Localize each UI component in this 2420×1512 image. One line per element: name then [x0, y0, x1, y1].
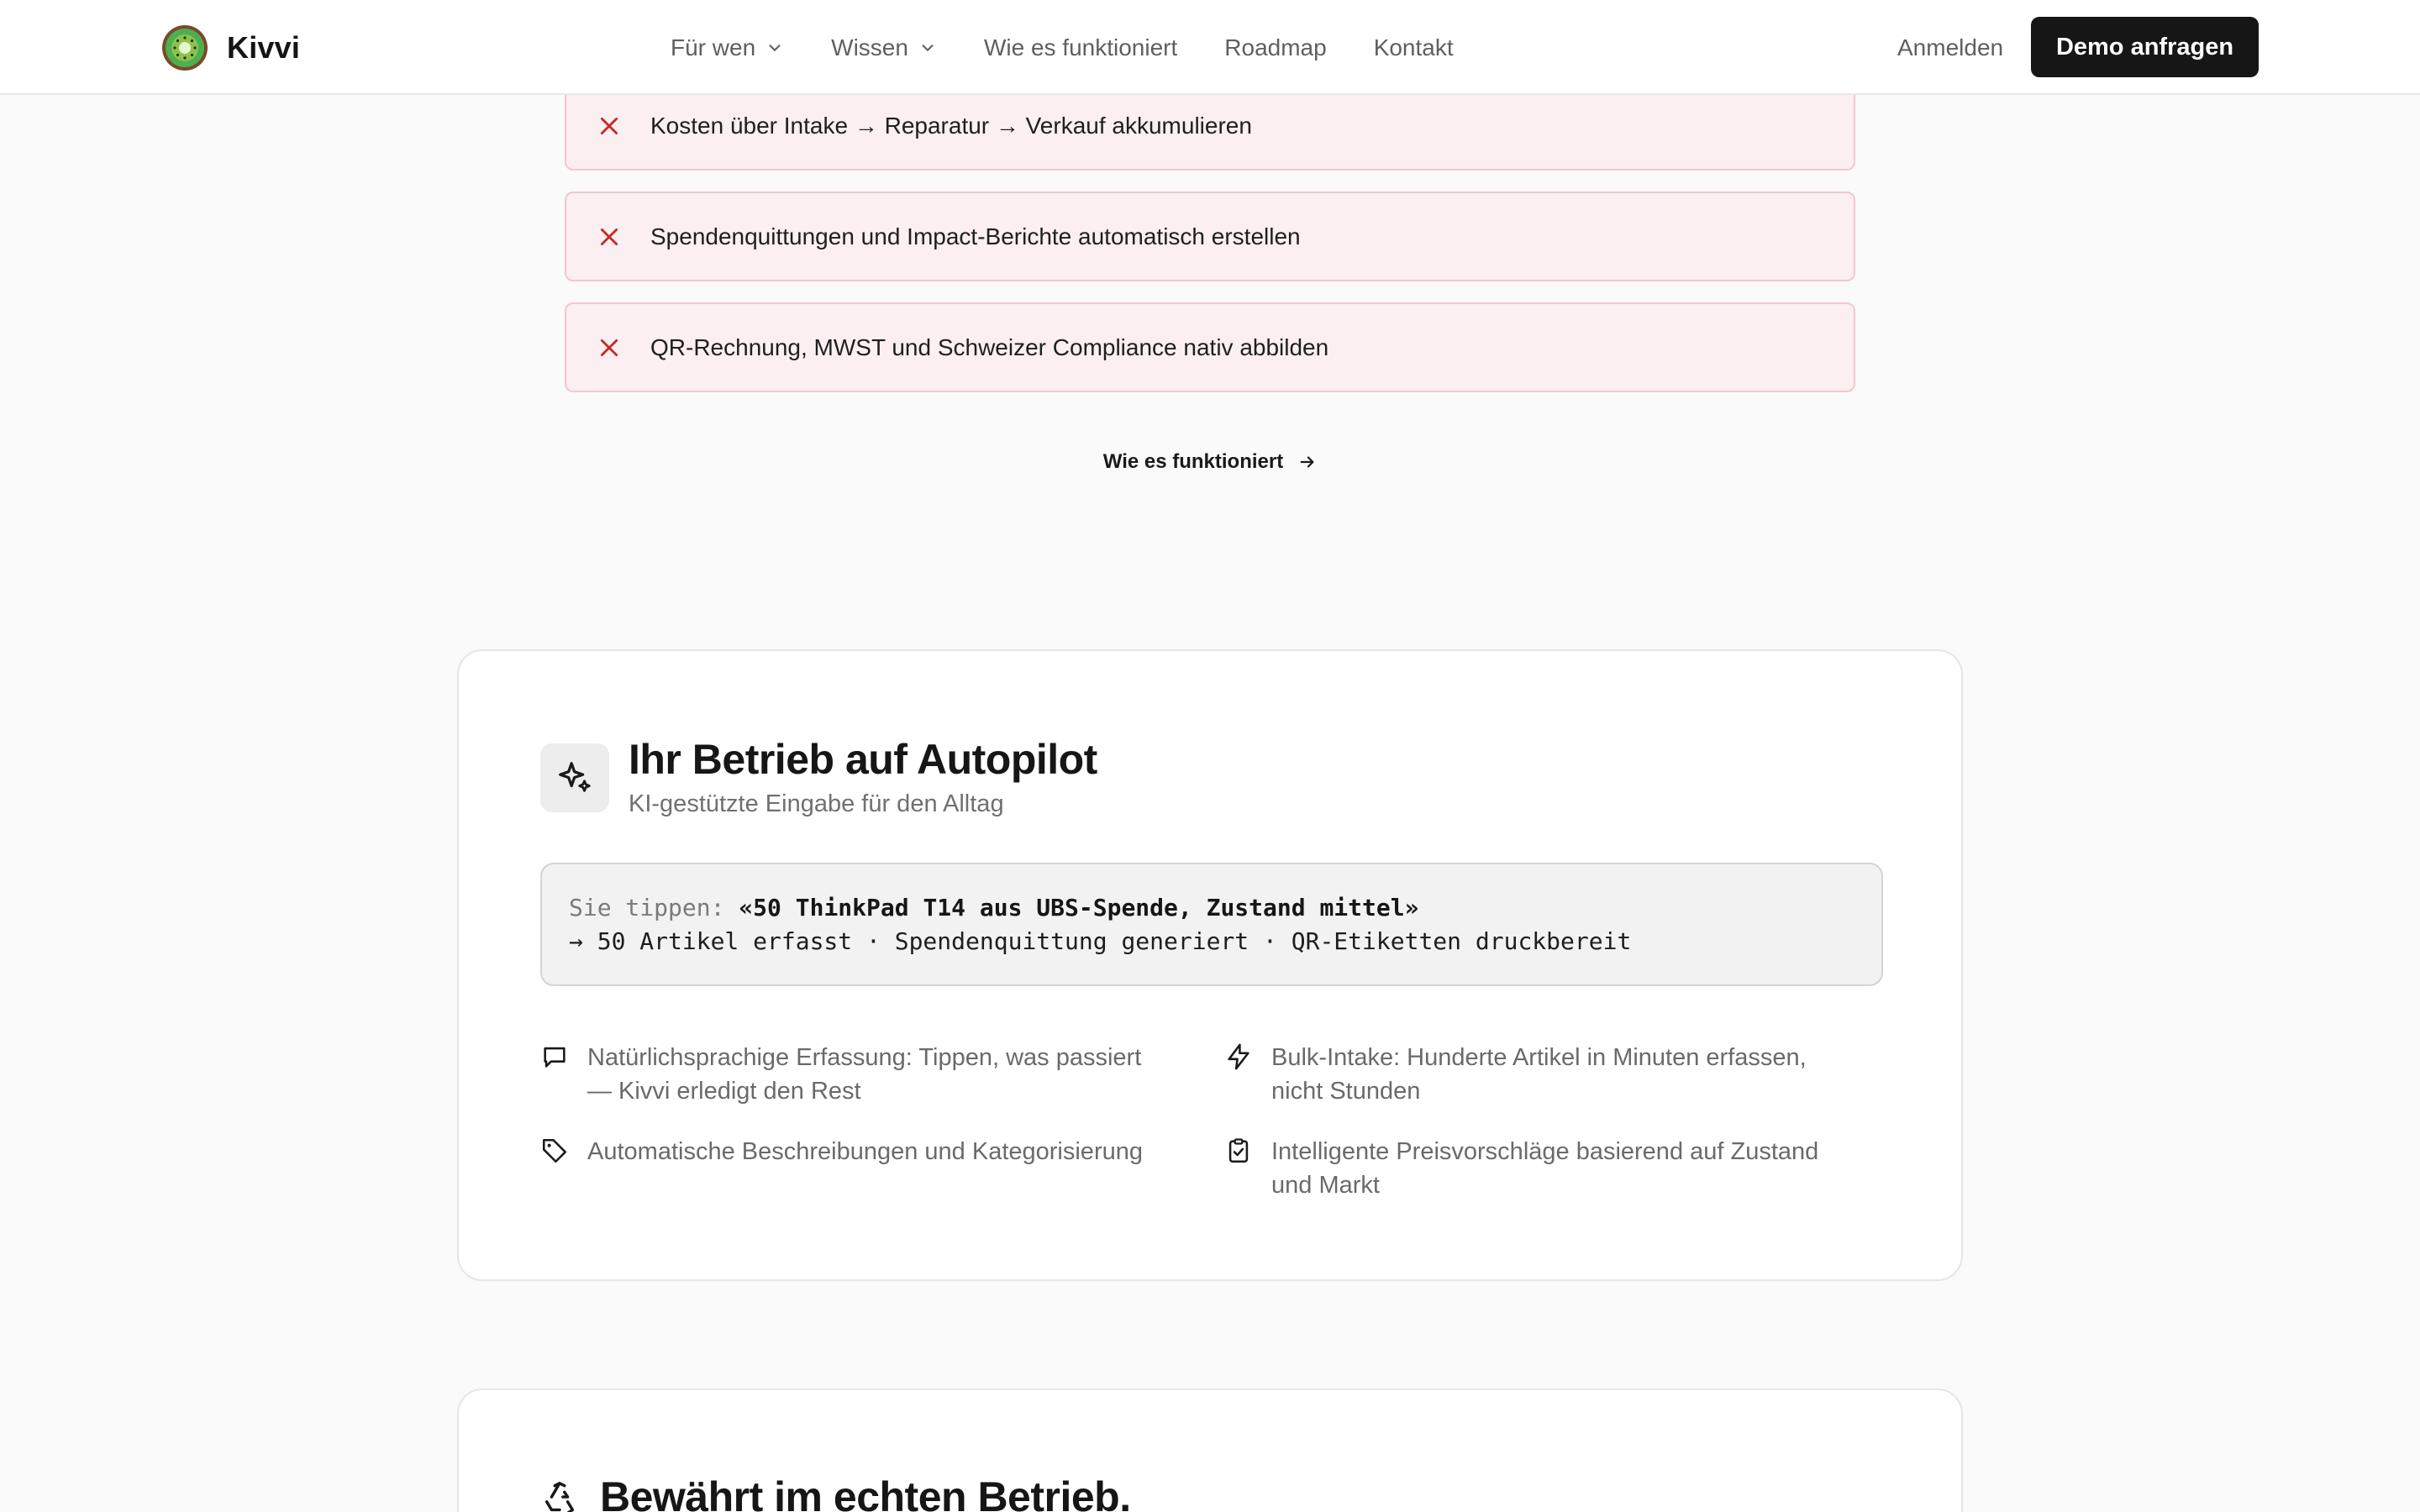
feature-item [1224, 1135, 1863, 1202]
kiwi-logo-icon [161, 24, 208, 71]
example-prefix: Sie tippen: [569, 894, 739, 921]
site-header [0, 0, 2420, 95]
feature-text: Bulk-Intake: Hunderte Artikel in Minuten erfassen, nicht Stunden [1271, 1044, 1807, 1105]
nav-item-wie-es-funktioniert[interactable] [984, 34, 1177, 61]
feature-text: Natürlichsprachige Erfassung: Tippen, was passiert — Kivvi erledigt den Rest [587, 1044, 1142, 1105]
proven-card [457, 1389, 1963, 1512]
feature-item [540, 1135, 1196, 1168]
example-result: → 50 Artikel erfasst · Spendenquittung generiert · QR-Etiketten druckbereit [569, 927, 1632, 955]
example-code-box [540, 863, 1883, 986]
lightning-icon [1224, 1042, 1253, 1071]
feature-text: Intelligente Preisvorschläge basierend auf Zustand und Markt [1271, 1138, 1819, 1199]
close-icon [598, 115, 620, 137]
how-it-works-link[interactable] [1103, 450, 1317, 474]
autopilot-title: Ihr Betrieb auf Autopilot [629, 736, 1097, 783]
feature-text: Automatische Beschreibungen und Kategorisierung [587, 1138, 1143, 1165]
feature-item [540, 1041, 1162, 1108]
close-icon [598, 226, 620, 248]
problem-item [565, 192, 1855, 281]
main-nav [671, 24, 1454, 72]
nav-item-kontakt[interactable] [1374, 34, 1454, 61]
how-it-works-link-label: Wie es funktioniert [1102, 450, 1284, 473]
tag-icon [540, 1137, 569, 1165]
autopilot-subtitle: KI-gestützte Eingabe für den Alltag [629, 790, 1004, 817]
nav-label: Kontakt [1373, 34, 1454, 60]
problem-text: QR-Rechnung, MWST und Schweizer Compliance nativ abbilden [650, 333, 1329, 360]
request-demo-button[interactable]: Demo anfragen [2031, 17, 2259, 77]
problem-item [565, 302, 1855, 392]
problem-text: Spendenquittungen und Impact-Berichte automatisch erstellen [650, 223, 1301, 249]
recycle-icon [540, 1479, 579, 1512]
nav-label: Wie es funktioniert [983, 34, 1178, 60]
nav-item-roadmap[interactable] [1224, 34, 1326, 61]
nav-item-fuer-wen[interactable] [671, 34, 784, 61]
nav-item-wissen[interactable] [831, 34, 937, 61]
chevron-down-icon [918, 39, 937, 57]
autopilot-card [457, 649, 1963, 1281]
arrow-right-icon [1298, 453, 1317, 471]
clipboard-check-icon [1224, 1137, 1253, 1165]
example-input-line [569, 891, 1881, 925]
nav-label: Roadmap [1224, 34, 1327, 60]
nav-label: Wissen [831, 34, 908, 60]
login-link[interactable]: Anmelden [1897, 34, 2004, 60]
logo-link[interactable] [161, 24, 300, 72]
nav-label: Für wen [671, 34, 756, 60]
brand-name: Kivvi [227, 30, 301, 65]
problem-text: Kosten über Intake → Reparatur → Verkauf akkumulieren [650, 112, 1252, 139]
chevron-down-icon [765, 39, 784, 57]
example-input: «50 ThinkPad T14 aus UBS-Spende, Zustand mittel» [739, 894, 1419, 921]
how-it-works-link-row [0, 445, 2420, 479]
close-icon [598, 337, 620, 359]
message-icon [540, 1042, 569, 1071]
sparkles-icon-box [540, 743, 609, 812]
feature-item [1224, 1041, 1863, 1108]
sparkles-icon [555, 759, 594, 797]
proven-title: Bewährt im echten Betrieb. [600, 1473, 1131, 1512]
